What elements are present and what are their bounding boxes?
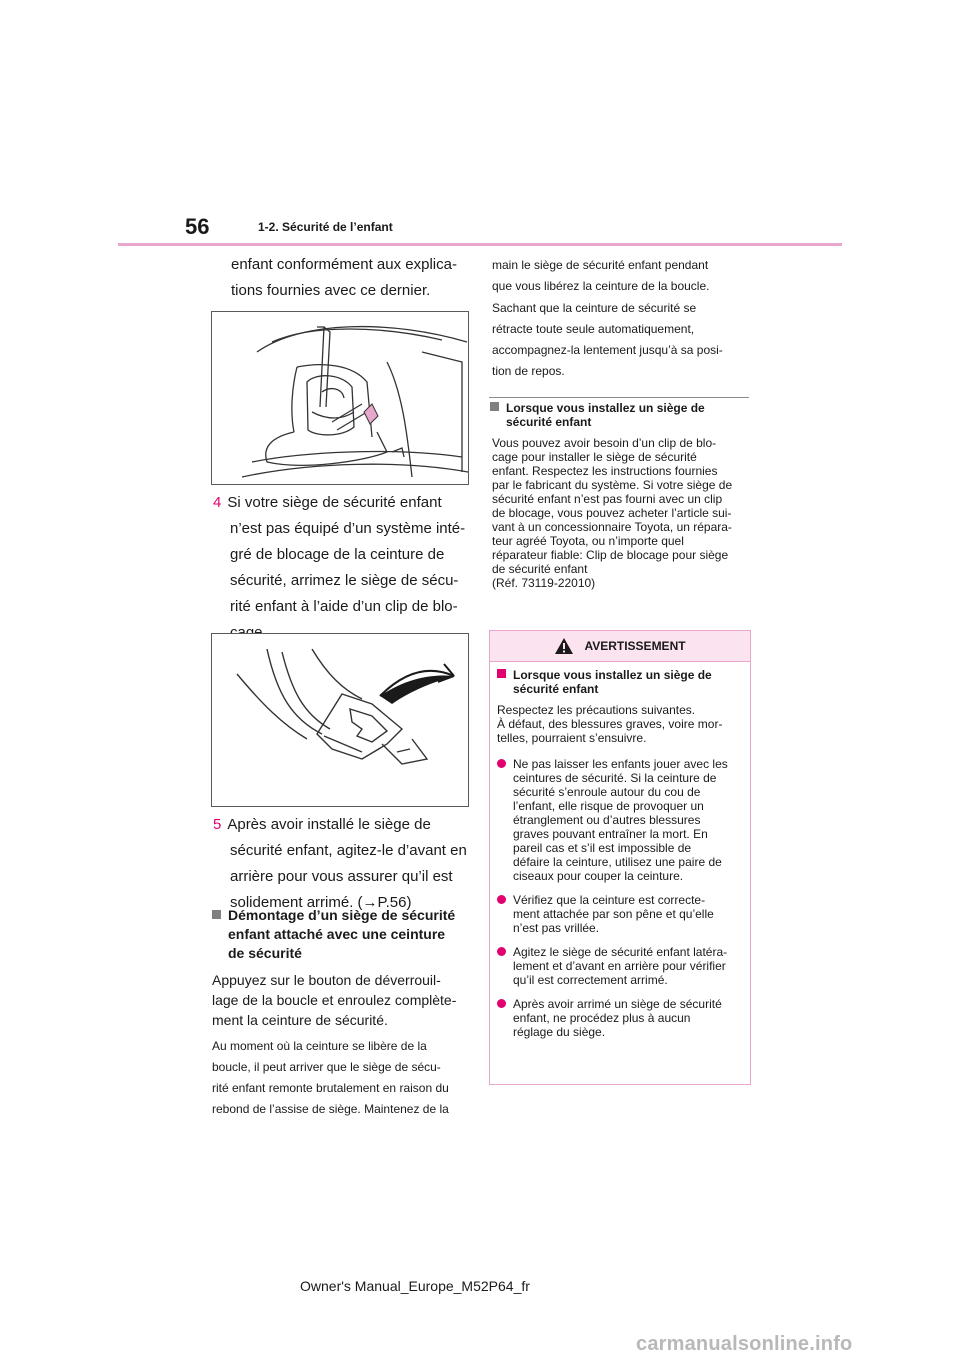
header-rule <box>118 243 842 246</box>
removal-note: Au moment où la ceinture se libère de la boucle, il peut arriver que le siège de sécu- rité enfant remonte brutalement en raison du rebond de l’assise de siège. Maintenez de la <box>212 1039 449 1116</box>
section-square-icon <box>212 910 221 919</box>
warning-bullet: Ne pas laisser les enfants jouer avec les ceintures de sécurité. Si la ceinture de sécurité s’enroule autour du cou de l’enfant, elle risque de provoquer un étranglement ou d’autres blessures graves pouvant entraîner la mort. En pareil cas et s’il est impossible de défaire la ceinture, utilisez une paire de ciseaux pour couper la ceinture. <box>497 757 740 883</box>
step-5: 5 Après avoir installé le siège de sécurité enfant, agitez-le d’avant en arrière pour vous assurer qu’il est solidement arrimé. (→P.56) <box>213 816 467 911</box>
step-5-number: 5 <box>213 816 222 833</box>
bullet-dot-icon <box>497 895 506 904</box>
install-section-title: Lorsque vous installez un siège de sécurité enfant <box>490 401 705 429</box>
warning-box <box>489 630 751 1085</box>
removal-note-continued: main le siège de sécurité enfant pendant que vous libérez la ceinture de la boucle. <box>492 258 710 293</box>
watermark: carmanualsonline.info <box>636 1333 853 1355</box>
section-square-icon <box>490 402 499 411</box>
warning-label: AVERTISSEMENT <box>584 639 686 653</box>
child-seat-drawing <box>212 312 468 484</box>
page-number: 56 <box>185 214 210 239</box>
bullet-dot-icon <box>497 999 506 1008</box>
warning-bullet: Agitez le siège de sécurité enfant latéra- lement et d’avant en arrière pour vérifier qu’il est correctement arrimé. <box>497 945 740 987</box>
bullet-dot-icon <box>497 759 506 768</box>
bullet-dot-icon <box>497 947 506 956</box>
locking-clip-drawing <box>212 634 468 806</box>
warning-title: Lorsque vous installez un siège de sécurité enfant <box>497 668 740 696</box>
warning-bullet: Vérifiez que la ceinture est correcte- ment attachée par son pêne et qu’elle n’est pas vrillée. <box>497 893 740 935</box>
warning-header <box>490 631 750 662</box>
section-divider <box>489 397 749 398</box>
install-section-body: Vous pouvez avoir besoin d’un clip de blo- cage pour installer le siège de sécurité enfant. Respectez les instructions fournies par le fabricant du système. Si votre siège de sécurité enfant n’est pas fourni avec un clip de blocage, vous pouvez acheter l’article sui- vant à un concessionnaire Toyota, un répara- teur agréé Toyota, ou n’importe quel réparateur fiable: Clip de blocage pour siège de sécurité enfant (Réf. 73119-22010) <box>492 436 733 590</box>
warning-intro: Respectez les précautions suivantes. À défaut, des blessures graves, voire mor- telles, pourraient s’ensuivre. <box>497 703 723 745</box>
retract-note: Sachant que la ceinture de sécurité se rétracte toute seule automatiquement, accompagnez-la lentement jusqu’à sa posi- tion de repos. <box>492 301 723 378</box>
removal-paragraph: Appuyez sur le bouton de déverrouil- lage de la boucle et enroulez complète- ment la ceinture de sécurité. <box>212 972 457 1028</box>
warning-square-icon <box>497 669 506 678</box>
warning-bullet: Après avoir arrimé un siège de sécurité enfant, ne procédez plus à aucun réglage du siège. <box>497 997 740 1039</box>
footer-text: Owner's Manual_Europe_M52P64_fr <box>300 1278 530 1294</box>
child-seat-illustration <box>211 311 469 485</box>
chapter-title: 1-2. Sécurité de l’enfant <box>258 220 393 234</box>
removal-section-title: Démontage d’un siège de sécurité enfant attaché avec une ceinture de sécurité <box>212 906 455 963</box>
locking-clip-illustration <box>211 633 469 807</box>
step-4: 4 Si votre siège de sécurité enfant n’est pas équipé d’un système inté- gré de blocage de la ceinture de sécurité, arrimez le siège de sécu- rité enfant à l’aide d’un clip de blo- <box>213 494 466 615</box>
intro-text: enfant conformément aux explica- tions fournies avec ce dernier. <box>231 256 457 299</box>
warning-triangle-icon <box>554 637 574 655</box>
step-4-number: 4 <box>213 494 222 511</box>
warning-body <box>490 662 750 1039</box>
